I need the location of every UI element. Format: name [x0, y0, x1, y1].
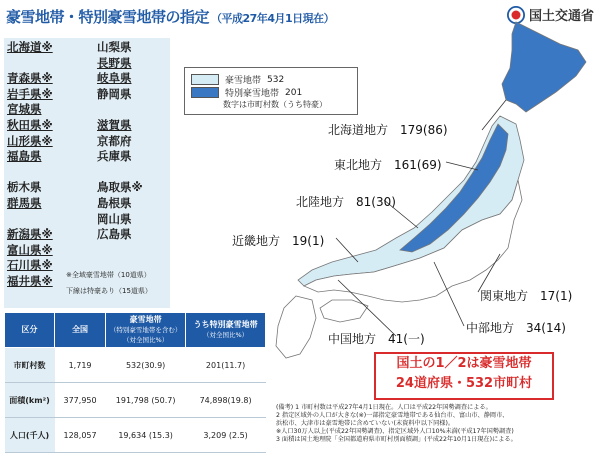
header-label: うち特別豪雪地帯	[193, 320, 258, 329]
prefecture-item: 北海道※	[7, 40, 53, 54]
kyushu-island	[276, 296, 316, 358]
shikoku-island	[320, 300, 368, 322]
prefecture-item: 岐阜県	[97, 71, 132, 86]
prefecture-item: 山形県※	[7, 133, 53, 148]
footnote-line: ※人口30万人以上(平成22年国勢調査)、指定区域外人口10%未満(平成17年国勢調査)	[276, 428, 514, 435]
prefecture-item: 滋賀県	[97, 117, 132, 132]
hokkaido-island	[502, 22, 586, 112]
header-sublabel: （対全国比%）	[203, 331, 249, 339]
callout-line-1: 国土の1／2は豪雪地帯	[396, 356, 532, 371]
cell-national: 128,057	[55, 418, 106, 453]
region-label-tohoku: 東北地方 161(69)	[334, 158, 442, 172]
prefecture-item: 富山県※	[7, 242, 53, 257]
prefecture-item: 福島県	[7, 149, 42, 164]
header-sublabel: （特別豪雪地帯を含む）（対全国比%）	[109, 326, 182, 344]
region-label-chubu: 中部地方 34(14)	[466, 321, 566, 335]
prefecture-item: 岡山県	[97, 211, 132, 226]
cell-heavy: 3,209 (2.5)	[186, 418, 266, 453]
cell-snow: 19,634 (15.3)	[106, 418, 186, 453]
legend-label: 豪雪地帯	[225, 76, 262, 86]
prefecture-item: 長野県	[97, 55, 132, 70]
prefecture-item: 鳥取県※	[97, 180, 143, 195]
map-legend	[184, 67, 358, 115]
region-label-chugoku: 中国地方 41(一)	[328, 332, 425, 346]
footnote-line: 3 面積は国土地理院「全国都道府県市町村別面積調」(平成22年10月1日現在)による。	[276, 436, 517, 443]
cell-snow: 191,798 (50.7)	[106, 383, 186, 418]
legend-swatch	[191, 74, 219, 85]
prefecture-item: 石川県※	[7, 258, 53, 273]
prefecture-item: 宮城県	[7, 102, 42, 117]
title-text: 豪雪地帯・特別豪雪地帯の指定	[6, 8, 210, 26]
cell-heavy: 201(11.7)	[186, 348, 266, 383]
prefecture-item: 群馬県	[7, 195, 42, 210]
legend-label: 特別豪雪地帯	[225, 89, 280, 99]
legend-item-heavy	[191, 86, 302, 99]
prefecture-item: 静岡県	[97, 86, 132, 101]
footnote-line: (備考) 1 市町村数は平成27年4月1日現在。人口は平成22年国勢調査による。	[276, 404, 492, 411]
header-label: 豪雪地帯	[129, 315, 162, 324]
region-label-kanto: 関東地方 17(1)	[480, 289, 573, 303]
callout-line-2: 24道府県・532市町村	[395, 376, 533, 391]
summary-callout	[374, 352, 554, 400]
note-all-prefecture: ※全域豪雪地帯（10道県）	[66, 271, 151, 279]
row-label: 人口(千人)	[5, 418, 55, 453]
prefecture-item: 福井県※	[7, 273, 53, 288]
prefecture-item: 京都府	[97, 133, 132, 148]
cell-national: 377,950	[55, 383, 106, 418]
region-label-hokkaido: 北海道地方 179(86)	[328, 123, 448, 137]
region-label-hokuriku: 北陸地方 81(30)	[296, 195, 396, 209]
row-label: 市町村数	[5, 348, 55, 383]
title-date: （平成27年4月1日現在）	[211, 12, 335, 25]
legend-count: 201	[285, 87, 303, 98]
prefecture-item: 島根県	[97, 195, 132, 210]
prefecture-item: 青森県※	[7, 71, 53, 86]
prefecture-item: 岩手県※	[7, 86, 53, 101]
legend-swatch	[191, 87, 219, 98]
legend-note: 数字は市町村数（うち特豪）	[223, 100, 327, 109]
cell-heavy: 74,898(19.8)	[186, 383, 266, 418]
prefecture-item: 秋田県※	[7, 117, 53, 132]
ministry-name: 国土交通省	[528, 9, 594, 24]
header-label: 区分	[21, 325, 38, 334]
prefecture-item: 兵庫県	[97, 149, 132, 164]
footnotes	[276, 404, 517, 444]
prefecture-item: 山梨県	[97, 40, 132, 54]
prefecture-item: 新潟県※	[7, 227, 53, 242]
cell-snow: 532(30.9)	[106, 348, 186, 383]
note-heavy-prefecture: 下線は特豪あり（15道県）	[66, 287, 152, 295]
prefecture-item: 栃木県	[7, 180, 42, 195]
region-label-kinki: 近畿地方 19(1)	[232, 234, 325, 248]
cell-national: 1,719	[55, 348, 106, 383]
footnote-line: 浜松市、大津市は豪雪地帯に含めていない(末資料中以下同様)。	[276, 420, 455, 427]
footnote-line: 2 指定区域外の人口が大きな(※)一部指定豪雪地帯である仙台市、富山市、静岡市、	[276, 412, 509, 419]
row-label: 面積(km²)	[5, 383, 55, 418]
prefecture-item: 広島県	[97, 227, 132, 242]
legend-item-snow	[191, 73, 284, 86]
legend-count: 532	[267, 74, 285, 85]
header-label: 全国	[72, 325, 89, 334]
